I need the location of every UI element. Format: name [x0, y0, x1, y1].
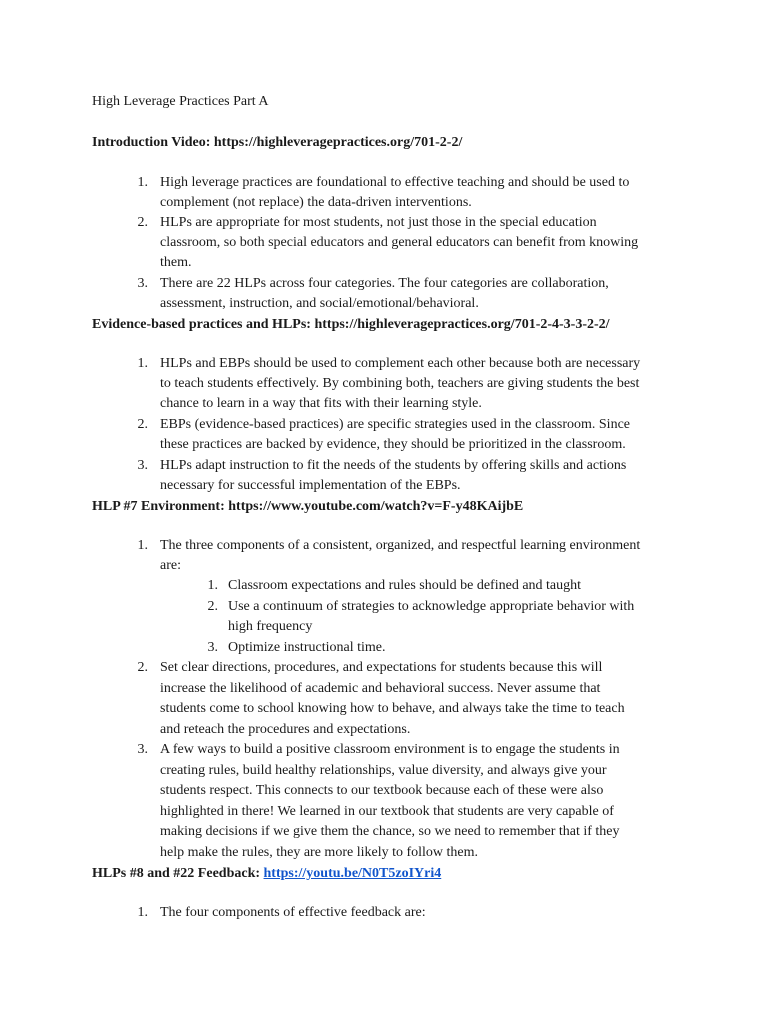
list-number: 1. [137, 175, 148, 190]
environment-link[interactable]: https://www.youtube.com/watch?v=F-y48KAijbE [228, 499, 524, 514]
list-number: 1. [137, 905, 148, 920]
intro-video-link[interactable]: https://highleveragepractices.org/701-2-2/ [213, 135, 463, 150]
sublist-item-text: Classroom expectations and rules should be defined and taught [228, 578, 582, 593]
sublist-number: 1. [207, 578, 218, 593]
list-item-text: students come to school knowing how to behave, and always take the time to teach [160, 701, 625, 716]
list-number: 3. [137, 742, 148, 757]
list-number: 2. [137, 660, 148, 675]
list-item-text: assessment, instruction, and social/emotional/behavioral. [160, 296, 479, 311]
list-item-text: High leverage practices are foundational to effective teaching and should be used to [160, 175, 630, 190]
list-item-text: increase the likelihood of academic and behavioral success. Never assume that [160, 681, 601, 696]
list-item-text: creating rules, build healthy relationships, value diversity, and always give your [160, 763, 607, 778]
list-item-text: chance to learn in a way that fits with their learning style. [160, 396, 482, 411]
list-item-text: students respect. This connects to our textbook because each of these were also [160, 783, 604, 798]
sublist-item-text: Use a continuum of strategies to acknowledge appropriate behavior with [228, 599, 635, 614]
list-item-text: are: [160, 558, 181, 573]
list-item-text: classroom, so both special educators and general educators can benefit from knowing [160, 235, 639, 250]
list-item-text: The four components of effective feedback are: [160, 905, 426, 920]
list-number: 1. [137, 538, 148, 553]
list-number: 3. [137, 458, 148, 473]
section-heading-ebp [92, 315, 610, 335]
heading-label: HLPs #8 and #22 Feedback: [92, 866, 261, 881]
list-item-text: to teach students effectively. By combining both, teachers are giving students the best [160, 376, 640, 391]
list-item-text: There are 22 HLPs across four categories. The four categories are collaboration, [160, 276, 609, 291]
list-number: 2. [137, 215, 148, 230]
sublist-number: 3. [207, 640, 218, 655]
list-item-text: making decisions if we give them the chance, so we need to remember that if they [160, 824, 620, 839]
list-item-text: HLPs are appropriate for most students, not just those in the special education [160, 215, 597, 230]
document-title: High Leverage Practices Part A [92, 94, 269, 109]
list-item-text: and reteach the procedures and expectations. [160, 722, 411, 737]
list-item-text: The three components of a consistent, organized, and respectful learning environment [160, 538, 641, 553]
section-heading-intro [92, 133, 462, 153]
list-item-text: EBPs (evidence-based practices) are specific strategies used in the classroom. Since [160, 417, 630, 432]
section-heading-feedback [92, 864, 441, 884]
ebp-link[interactable]: https://highleveragepractices.org/701-2-4-3-3-2-2/ [314, 317, 610, 332]
sublist-item-text: Optimize instructional time. [228, 640, 386, 655]
list-item-text: help make the rules, they are more likely to follow them. [160, 845, 479, 860]
list-item-text: Set clear directions, procedures, and expectations for students because this will [160, 660, 603, 675]
list-item-text: them. [160, 255, 192, 270]
list-item-text: complement (not replace) the data-driven interventions. [160, 195, 472, 210]
heading-label: HLP #7 Environment: [92, 499, 225, 514]
list-item-text: necessary for successful implementation of the EBPs. [160, 478, 461, 493]
heading-label: Introduction Video: [92, 135, 211, 150]
list-item-text: highlighted in there! We learned in our textbook that students are very capable of [160, 804, 614, 819]
sublist-number: 2. [207, 599, 218, 614]
list-number: 1. [137, 356, 148, 371]
list-number: 3. [137, 276, 148, 291]
heading-label: Evidence-based practices and HLPs: [92, 317, 311, 332]
list-number: 2. [137, 417, 148, 432]
sublist-item-text: high frequency [228, 619, 313, 634]
list-item-text: A few ways to build a positive classroom environment is to engage the students in [160, 742, 620, 757]
feedback-video-link[interactable]: https://youtu.be/N0T5zoIYri4 [263, 866, 442, 881]
section-heading-environment [92, 497, 523, 517]
list-item-text: HLPs and EBPs should be used to complement each other because both are necessary [160, 356, 641, 371]
list-item-text: HLPs adapt instruction to fit the needs of the students by offering skills and actions [160, 458, 627, 473]
list-item-text: these practices are backed by evidence, they should be prioritized in the classroom. [160, 437, 626, 452]
